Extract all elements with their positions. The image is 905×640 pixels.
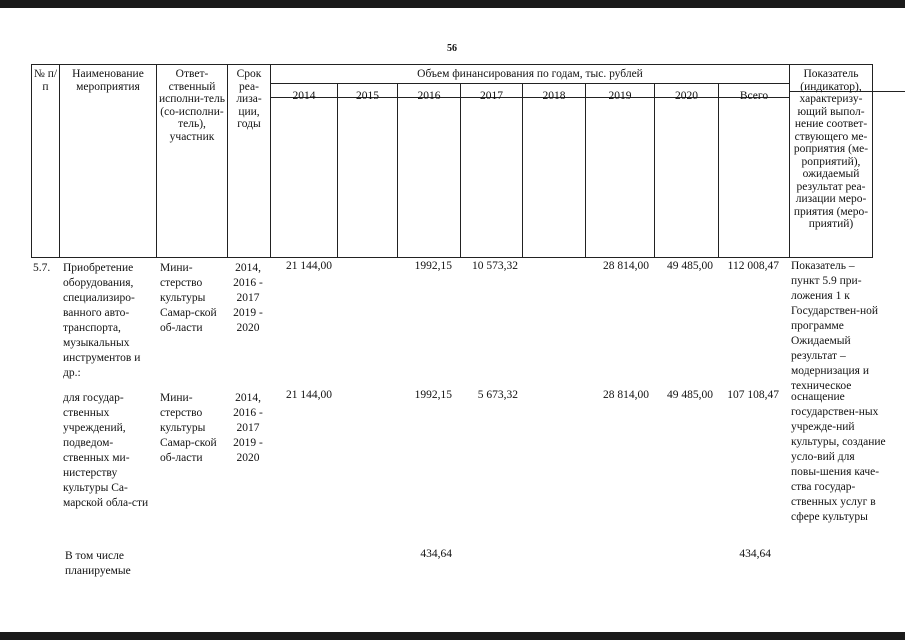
year-2014: 2014	[292, 90, 316, 102]
header-term: Срок реа-лиза-ции, годы	[236, 68, 262, 130]
year-total: Всего	[739, 90, 769, 102]
header-name: Наименование мероприятия	[72, 68, 144, 93]
row2-name: для государ-ственных учреждений, подведом-ственных ми-нистерству культуры Са-марской обла-сти	[63, 392, 149, 509]
row1-2016: 1992,15	[414, 260, 452, 272]
row1-total: 112 008,47	[727, 260, 779, 272]
row3-total: 434,64	[739, 548, 771, 560]
row2-2016: 1992,15	[414, 389, 452, 401]
row1-num: 5.7.	[33, 262, 51, 274]
scan-top-edge	[0, 0, 905, 8]
row1-2014: 21 144,00	[286, 260, 332, 272]
scan-bottom-edge	[0, 632, 905, 640]
row1-2020: 49 485,00	[667, 260, 713, 272]
header-responsible: Ответ-ственный исполни-тель (со-исполни-тель), участник	[158, 68, 225, 143]
year-2018: 2018	[542, 90, 566, 102]
row2-term: 2014, 2016 - 2017 2019 - 2020	[233, 392, 263, 464]
row2-2020: 49 485,00	[667, 389, 713, 401]
year-2020: 2020	[675, 90, 698, 102]
row2-total: 107 108,47	[727, 389, 779, 401]
header-funding: Объем финансирования по годам, тыс. рублей	[417, 68, 643, 80]
row1-name: Приобретение оборудования, специализиро-ванного авто-транспорта, музыкальных инструментов и др.:	[63, 262, 141, 379]
row1-2019: 28 814,00	[603, 260, 649, 272]
year-2019: 2019	[608, 90, 632, 102]
year-2016: 2016	[417, 90, 441, 102]
year-2015: 2015	[356, 90, 379, 102]
year-2017: 2017	[480, 90, 503, 102]
row1-responsible: Мини-стерство культуры Самар-ской об-ласти	[160, 262, 217, 334]
row1-2017: 10 573,32	[472, 260, 518, 272]
row2-2019: 28 814,00	[603, 389, 649, 401]
page-number: 56	[447, 43, 457, 54]
row1-term: 2014, 2016 - 2017 2019 - 2020	[233, 262, 263, 334]
row1-indicator: Показатель – пункт 5.9 при-ложения 1 к Государствен-ной программе Ожидаемый результат – модернизация и техническое	[791, 260, 878, 392]
row2-2014: 21 144,00	[286, 389, 332, 401]
row2-indicator: оснащение государствен-ных учрежде-ний культуры, создание усло-вий для повы-шения каче-ства государ-ственных услуг в сфере культуры	[791, 391, 886, 523]
row3-name: В том числе планируемые	[65, 550, 131, 577]
header-indicator: Показатель (индикатор), характеризу-ющий выпол-нение соответ-ствующего ме-роприятия (ме-роприятий), ожидаемый результат реа-лизации меро-приятия (меро-приятий)	[793, 68, 869, 230]
row2-responsible: Мини-стерство культуры Самар-ской об-ласти	[160, 392, 217, 464]
row3-2016: 434,64	[420, 548, 452, 560]
header-num: № п/п	[33, 68, 58, 93]
row2-2017: 5 673,32	[477, 389, 518, 401]
